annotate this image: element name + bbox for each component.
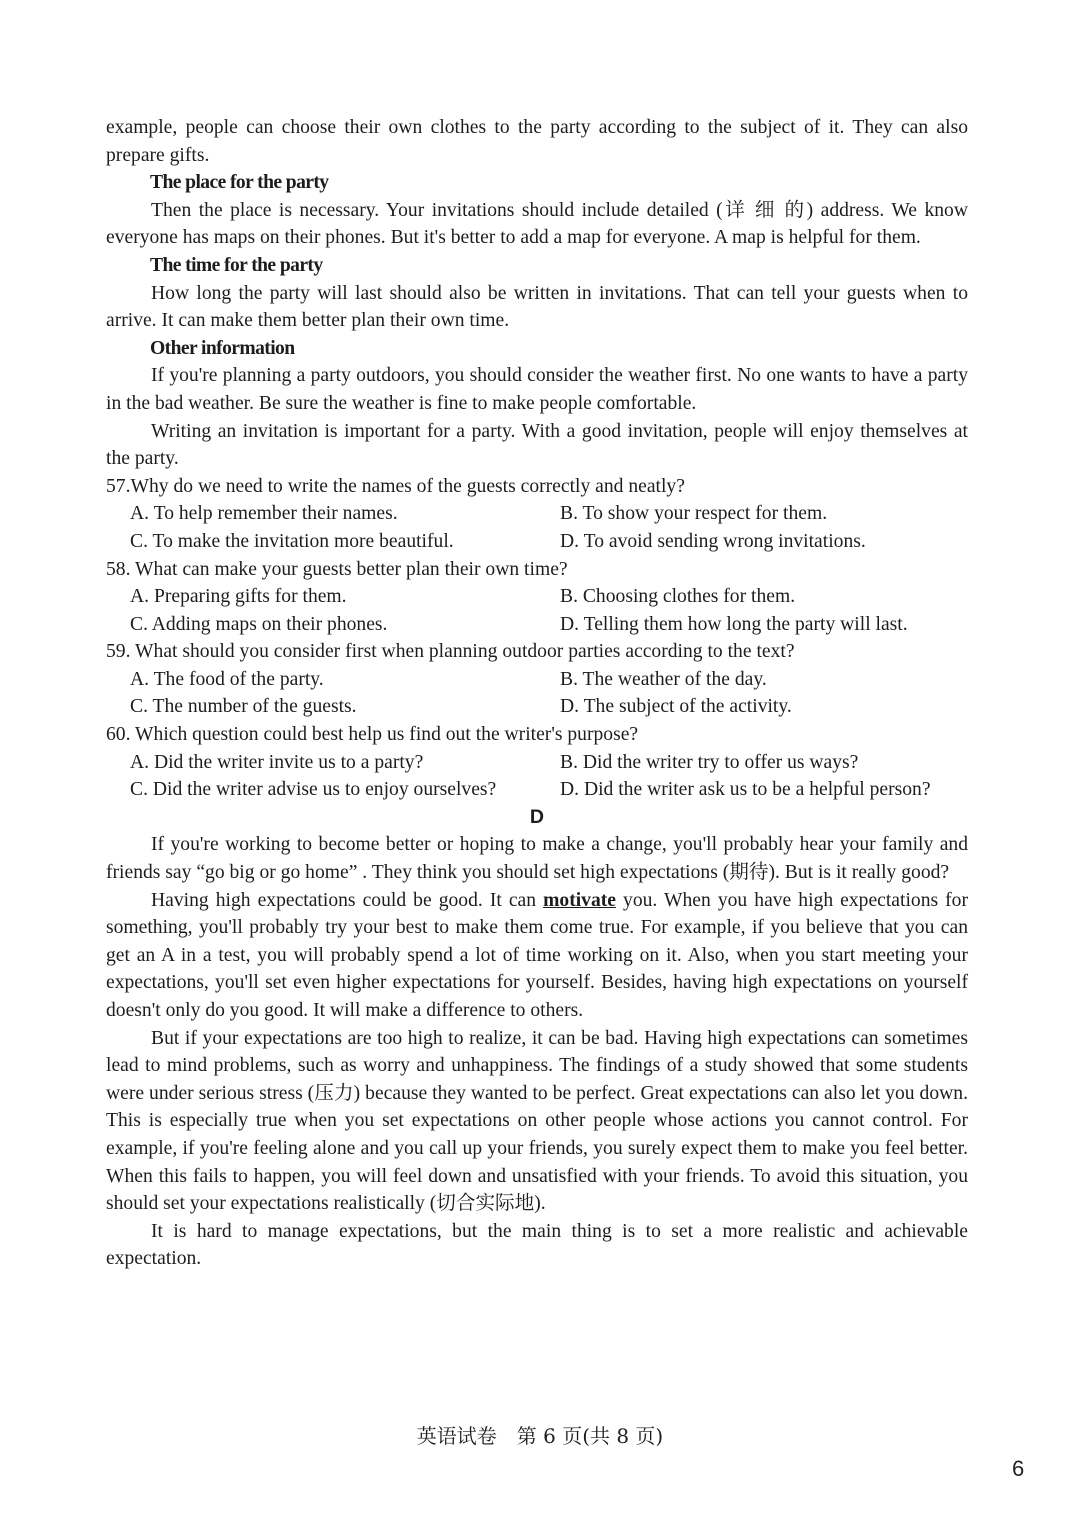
section-heading: The time for the party [150, 254, 323, 276]
paragraph [106, 887, 968, 1025]
paragraph: But if your expectations are too high to realize, it can be bad. Having high expectations can sometimes lead to mind problems, such as worry and unhappiness. The findings of a study showed that some students were under serious stress (压力) because they wanted to be perfect. Great expectations can also let you down. This is especially true when you set expectations on other people whose actions you cannot control. For example, if you're feeling alone and you call up your friends, you surely expect them to make you feel better. When this fails to happen, you will feel down and unsatisfied with your friends. To avoid this situation, you should set your expectations realistically (切合实际地). [106, 1027, 968, 1215]
question-stem: 58. What can make your guests better plan their own time? [106, 558, 568, 580]
paragraph: Then the place is necessary. Your invitations should include detailed (详 细 的) address. We know everyone has maps on their phones. But it's better to add a map for everyone. A map is helpful for them. [106, 199, 968, 249]
answer-options-row [106, 583, 968, 611]
answer-option: A. The food of the party. [130, 668, 324, 690]
answer-option: C. To make the invitation more beautiful. [130, 530, 454, 552]
section-heading: Other information [150, 337, 295, 359]
paragraph: It is hard to manage expectations, but the main thing is to set a more realistic and achievable expectation. [106, 1220, 968, 1270]
answer-option: B. To show your respect for them. [560, 503, 828, 525]
question-stem: 59. What should you consider first when planning outdoor parties according to the text? [106, 641, 795, 663]
paragraph-text: Having high expectations could be good. It can [151, 889, 544, 911]
paragraph: Writing an invitation is important for a party. With a good invitation, people will enjoy themselves at the party. [106, 420, 968, 470]
page-footer: 英语试卷 第 6 页(共 8 页) [416, 1424, 664, 1448]
answer-option: B. Did the writer try to offer us ways? [560, 751, 859, 773]
answer-option: A. Preparing gifts for them. [130, 586, 347, 608]
underlined-word: motivate [543, 889, 616, 911]
answer-option: C. Did the writer advise us to enjoy ourselves? [130, 779, 497, 801]
question-stem: 60. Which question could best help us find out the writer's purpose? [106, 724, 639, 746]
answer-option: D. Did the writer ask us to be a helpful person? [560, 779, 931, 801]
answer-option: A. Did the writer invite us to a party? [130, 751, 424, 773]
answer-options-row [106, 776, 968, 804]
passage-title: D [529, 805, 545, 828]
answer-option: D. The subject of the activity. [560, 696, 792, 718]
paragraph: If you're planning a party outdoors, you should consider the weather first. No one wants to have a party in the bad weather. Be sure the weather is fine to make people comfortable. [106, 365, 968, 414]
answer-option: B. The weather of the day. [560, 668, 767, 690]
question-stem: 57.Why do we need to write the names of the guests correctly and neatly? [106, 475, 685, 497]
answer-option: D. To avoid sending wrong invitations. [560, 530, 866, 552]
paragraph: How long the party will last should also be written in invitations. That can tell your guests when to arrive. It can make them better plan their own time. [106, 282, 968, 332]
answer-options-row [106, 528, 968, 556]
answer-options-row [106, 666, 968, 694]
answer-options-row [106, 749, 968, 777]
page-number: 6 [1012, 1456, 1025, 1481]
answer-option: B. Choosing clothes for them. [560, 586, 796, 608]
answer-options-row [106, 611, 968, 639]
answer-option: A. To help remember their names. [130, 503, 398, 525]
answer-option: C. The number of the guests. [130, 696, 357, 718]
answer-options-row [106, 500, 968, 528]
section-heading: The place for the party [150, 172, 329, 194]
answer-option: C. Adding maps on their phones. [130, 613, 388, 635]
paragraph: If you're working to become better or hoping to make a change, you'll probably hear your family and friends say “go big or go home” . They think you should set high expectations (期待). But is it really good? [106, 834, 968, 884]
answer-options-row [106, 693, 968, 721]
paragraph-text: you. When you have high expectations for something, you'll probably try your best to make them come true. For example, if you believe that you can get an A in a test, you will probably spend a lot of time working on it. Also, when you start meeting your expectations, you'll set even higher expectations for yourself. Besides, having high expectations on yourself doesn't only do you good. It will make a difference to others. [106, 889, 969, 1021]
exam-page-content [106, 114, 968, 1273]
paragraph: example, people can choose their own clothes to the party according to the subject of it. They can also prepare gifts. [106, 117, 968, 166]
answer-option: D. Telling them how long the party will last. [560, 613, 908, 635]
